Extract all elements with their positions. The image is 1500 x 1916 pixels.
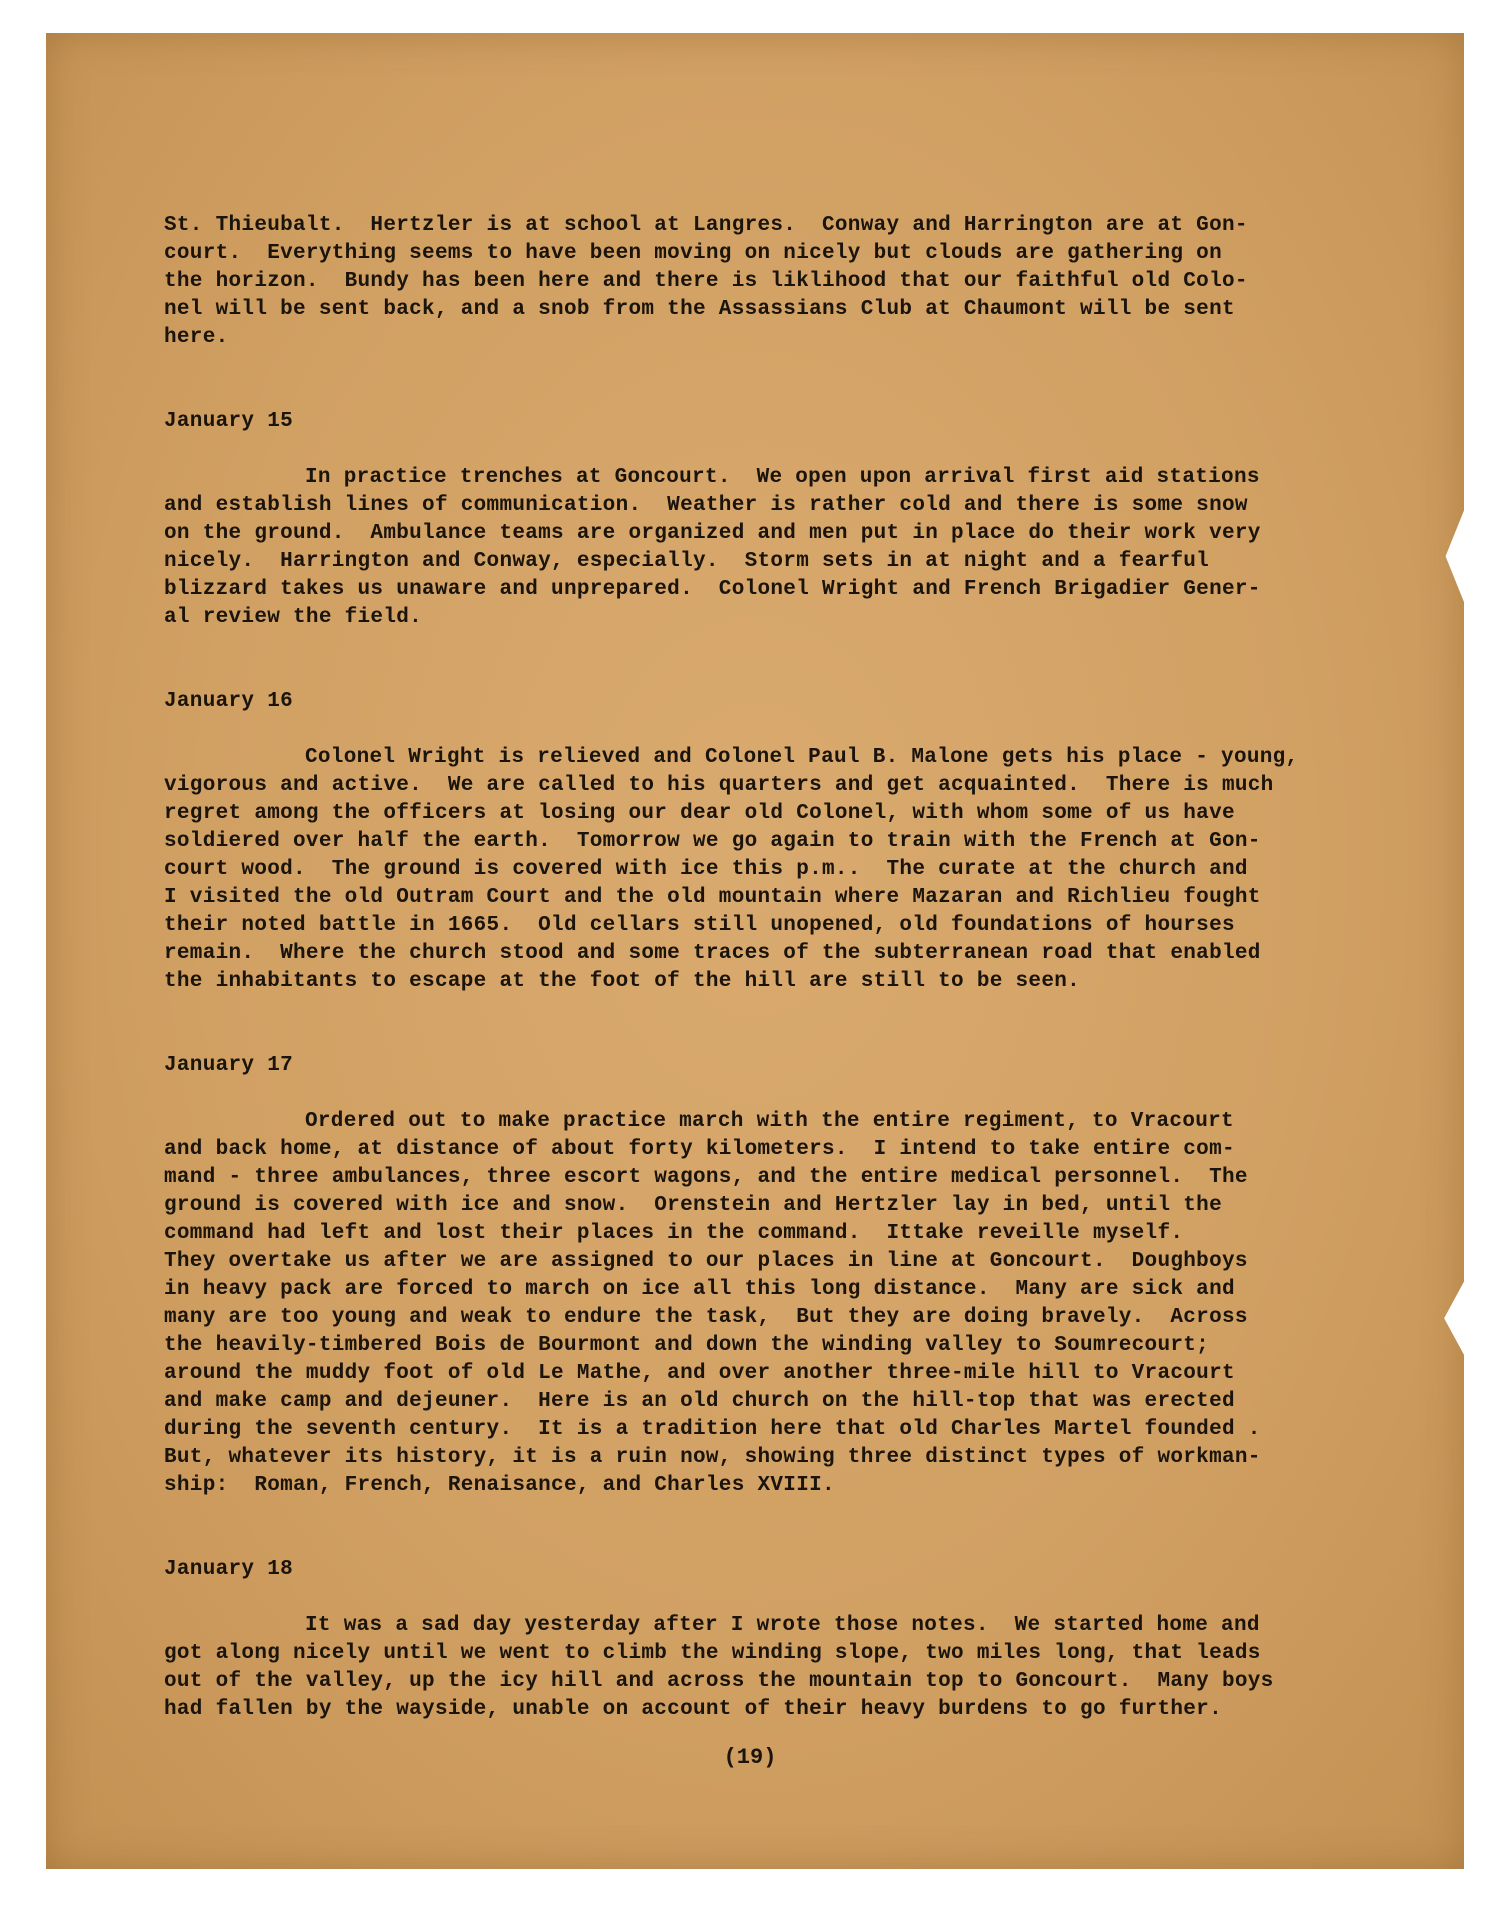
spacer bbox=[164, 1080, 1384, 1108]
text-line: regret among the officers at losing our dear old Colonel, with whom some of us have bbox=[164, 802, 1235, 825]
spacer bbox=[164, 352, 1384, 408]
intro-paragraph bbox=[164, 212, 1384, 352]
text-line: and back home, at distance of about forty kilometers. I intend to take entire com- bbox=[164, 1138, 1235, 1161]
text-line: al review the field. bbox=[164, 606, 423, 629]
text-line: St. Thieubalt. Hertzler is at school at Langres. Conway and Harrington are at Gon- bbox=[164, 214, 1248, 237]
spacer bbox=[164, 716, 1384, 744]
text-line: It was a sad day yesterday after I wrote those notes. We started home and bbox=[305, 1614, 1260, 1637]
spacer bbox=[164, 1584, 1384, 1612]
text-line: vigorous and active. We are called to his quarters and get acquainted. There is much bbox=[164, 774, 1274, 797]
text-line: nel will be sent back, and a snob from the Assassians Club at Chaumont will be sent bbox=[164, 298, 1235, 321]
text-line: had fallen by the wayside, unable on account of their heavy burdens to go further. bbox=[164, 1698, 1222, 1721]
text-line: nicely. Harrington and Conway, especially. Storm sets in at night and a fearful bbox=[164, 550, 1210, 573]
entry-january-15 bbox=[164, 408, 1384, 632]
text-line: ship: Roman, French, Renaisance, and Charles XVIII. bbox=[164, 1474, 835, 1497]
entry-date: January 18 bbox=[164, 1558, 294, 1581]
text-line: out of the valley, up the icy hill and across the mountain top to Goncourt. Many boys bbox=[164, 1670, 1274, 1693]
text-line: here. bbox=[164, 326, 229, 349]
text-line: Colonel Wright is relieved and Colonel Paul B. Malone gets his place - young, bbox=[305, 746, 1299, 769]
text-line: I visited the old Outram Court and the old mountain where Mazaran and Richlieu fought bbox=[164, 886, 1261, 909]
text-line: soldiered over half the earth. Tomorrow we go again to train with the French at Gon- bbox=[164, 830, 1261, 853]
text-line: In practice trenches at Goncourt. We open upon arrival first aid stations bbox=[305, 466, 1260, 489]
spacer bbox=[164, 632, 1384, 688]
text-line: the inhabitants to escape at the foot of the hill are still to be seen. bbox=[164, 970, 1081, 993]
spacer bbox=[164, 996, 1384, 1052]
text-line: court. Everything seems to have been moving on nicely but clouds are gathering on bbox=[164, 242, 1222, 265]
entry-date: January 15 bbox=[164, 410, 294, 433]
text-line: remain. Where the church stood and some traces of the subterranean road that enabled bbox=[164, 942, 1261, 965]
text-line: and make camp and dejeuner. Here is an old church on the hill-top that was erected bbox=[164, 1390, 1235, 1413]
typed-page bbox=[164, 212, 1384, 1724]
text-line: many are too young and weak to endure the task, But they are doing bravely. Across bbox=[164, 1306, 1248, 1329]
text-line: got along nicely until we went to climb the winding slope, two miles long, that leads bbox=[164, 1642, 1261, 1665]
text-line: Ordered out to make practice march with the entire regiment, to Vracourt bbox=[305, 1110, 1234, 1133]
text-line: during the seventh century. It is a tradition here that old Charles Martel founded . bbox=[164, 1418, 1261, 1441]
entry-january-17 bbox=[164, 1052, 1384, 1500]
text-line: around the muddy foot of old Le Mathe, and over another three-mile hill to Vracourt bbox=[164, 1362, 1235, 1385]
text-line: on the ground. Ambulance teams are organized and men put in place do their work very bbox=[164, 522, 1261, 545]
text-line: in heavy pack are forced to march on ice all this long distance. Many are sick and bbox=[164, 1278, 1235, 1301]
text-line: the heavily-timbered Bois de Bourmont and down the winding valley to Soumrecourt; bbox=[164, 1334, 1210, 1357]
text-line: blizzard takes us unaware and unprepared. Colonel Wright and French Brigadier Gener- bbox=[164, 578, 1261, 601]
page-number: (19) bbox=[723, 1745, 777, 1770]
text-line: court wood. The ground is covered with ice this p.m.. The curate at the church and bbox=[164, 858, 1248, 881]
text-line: They overtake us after we are assigned to our places in line at Goncourt. Doughboys bbox=[164, 1250, 1248, 1273]
entry-january-18 bbox=[164, 1556, 1384, 1724]
entry-date: January 16 bbox=[164, 690, 294, 713]
text-line: the horizon. Bundy has been here and there is liklihood that our faithful old Colo- bbox=[164, 270, 1248, 293]
text-line: command had left and lost their places in the command. Ittake reveille myself. bbox=[164, 1222, 1184, 1245]
spacer bbox=[164, 1500, 1384, 1556]
entry-january-16 bbox=[164, 688, 1384, 996]
text-line: But, whatever its history, it is a ruin now, showing three distinct types of workman- bbox=[164, 1446, 1261, 1469]
text-line: ground is covered with ice and snow. Orenstein and Hertzler lay in bed, until the bbox=[164, 1194, 1222, 1217]
text-line: and establish lines of communication. Weather is rather cold and there is some snow bbox=[164, 494, 1248, 517]
spacer bbox=[164, 436, 1384, 464]
text-line: mand - three ambulances, three escort wagons, and the entire medical personnel. The bbox=[164, 1166, 1248, 1189]
entry-date: January 17 bbox=[164, 1054, 294, 1077]
text-line: their noted battle in 1665. Old cellars still unopened, old foundations of hourses bbox=[164, 914, 1235, 937]
